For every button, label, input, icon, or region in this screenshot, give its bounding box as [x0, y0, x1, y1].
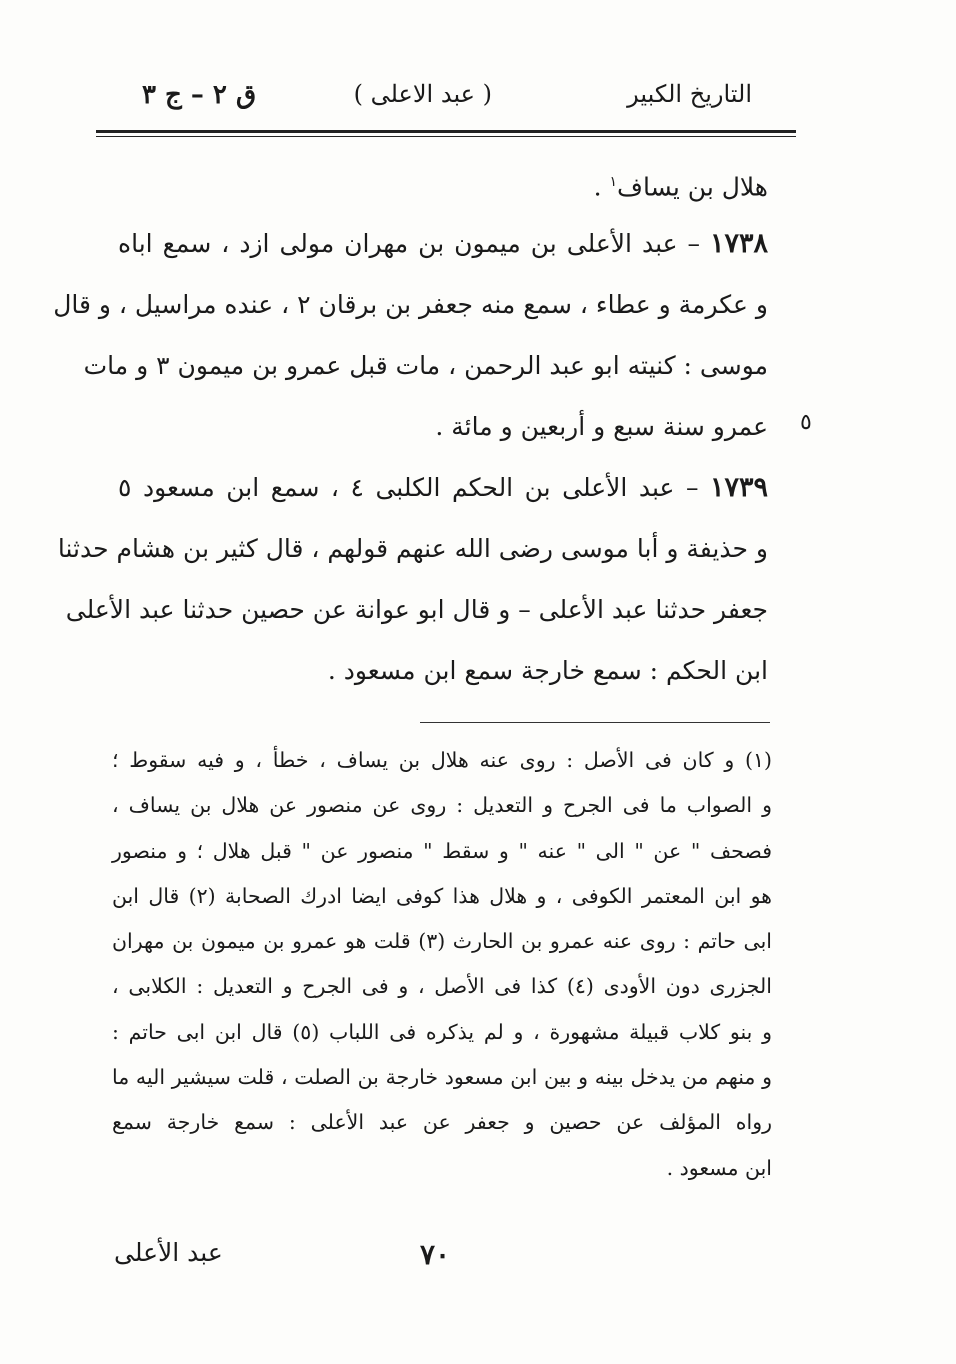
- header-rule-thin: [96, 136, 796, 137]
- body-line: و عكرمة و عطاء ، سمع منه جعفر بن برقان ٢ ، عنده مراسيل ، و قال: [53, 290, 768, 319]
- body-line: ابن الحكم : سمع خارجة سمع ابن مسعود .: [327, 656, 768, 685]
- entry-name: ( عبد الاعلى ): [353, 80, 492, 108]
- page-number: ٧٠: [420, 1238, 451, 1271]
- book-title: التاريخ الكبير: [627, 80, 752, 108]
- footnote-line: ابن مسعود .: [666, 1155, 772, 1180]
- footnote-line: و الصواب ما فى الجرح و التعديل : روى عن منصور عن هلال بن يساف ،: [112, 793, 772, 818]
- body-line: موسى : كنيته ابو عبد الرحمن ، مات قبل عمرو بن ميمون ٣ و مات: [83, 351, 768, 380]
- main-text: [53, 152, 768, 701]
- running-header: [112, 74, 792, 124]
- footnote-line: فصحف " عن " الى " عنه " و سقط " منصور عن " قبل هلال ؛ و منصور: [112, 838, 772, 863]
- header-rule-thick: [96, 130, 796, 133]
- entry-number: ١٧٣٩: [709, 472, 768, 503]
- footnote-line: رواه المؤلف عن حصين و جعفر عن عبد الأعلى : سمع خارجة سمع: [112, 1110, 772, 1135]
- footnote-line: (١) و كان فى الأصل : روى عنه هلال بن يساف ، خطأ ، و فيه سقوط ؛: [112, 748, 772, 772]
- body-line: عمرو سنة سبع و أربعين و مائة .: [435, 412, 768, 441]
- footnote-line: هو ابن المعتمر الكوفى ، و هلال هذا كوفى ايضا ادرك الصحابة (٢) قال ابن: [112, 883, 772, 908]
- footnote-line: ابى حاتم : روى عنه عمرو بن الحارث (٣) قلت هو عمرو بن ميمون بن مهران: [112, 929, 772, 954]
- body-line: و حذيفة و أبا موسى رضى الله عنهم قولهم ، قال كثير بن هشام حدثنا: [57, 534, 768, 563]
- entry-number: ١٧٣٨: [709, 228, 768, 259]
- footnote-separator: [420, 722, 770, 723]
- footnote-line: و بنو كلاب قبيلة مشهورة ، و لم يذكره فى اللباب (٥) قال ابن ابى حاتم :: [112, 1019, 772, 1044]
- footnotes: [112, 738, 772, 1191]
- footnote-line: الجزرى دون الأودى (٤) كذا فى الأصل ، و فى الجرح و التعديل : الكلابى ،: [112, 974, 772, 999]
- volume-label: ق ٢ – ج ٣: [142, 80, 257, 110]
- body-line-entry-1738: ١٧٣٨ – عبد الأعلى بن ميمون بن مهران مولى ازد ، سمع اباه: [118, 228, 768, 259]
- body-line: هلال بن يساف$^١$ .: [593, 172, 768, 202]
- body-line: جعفر حدثنا عبد الأعلى – و قال ابو عوانة عن حصين حدثنا عبد الأعلى: [65, 595, 768, 624]
- margin-line-number: ٥: [800, 410, 812, 435]
- catchword: عبد الأعلى: [114, 1238, 223, 1267]
- body-line-entry-1739: ١٧٣٩ – عبد الأعلى بن الحكم الكلبى ٤ ، سمع ابن مسعود ٥: [118, 472, 768, 503]
- footnote-line: و منهم من يدخل بينه و بين ابن مسعود خارجة بن الصلت ، قلت سيشير اليه ما: [112, 1065, 772, 1090]
